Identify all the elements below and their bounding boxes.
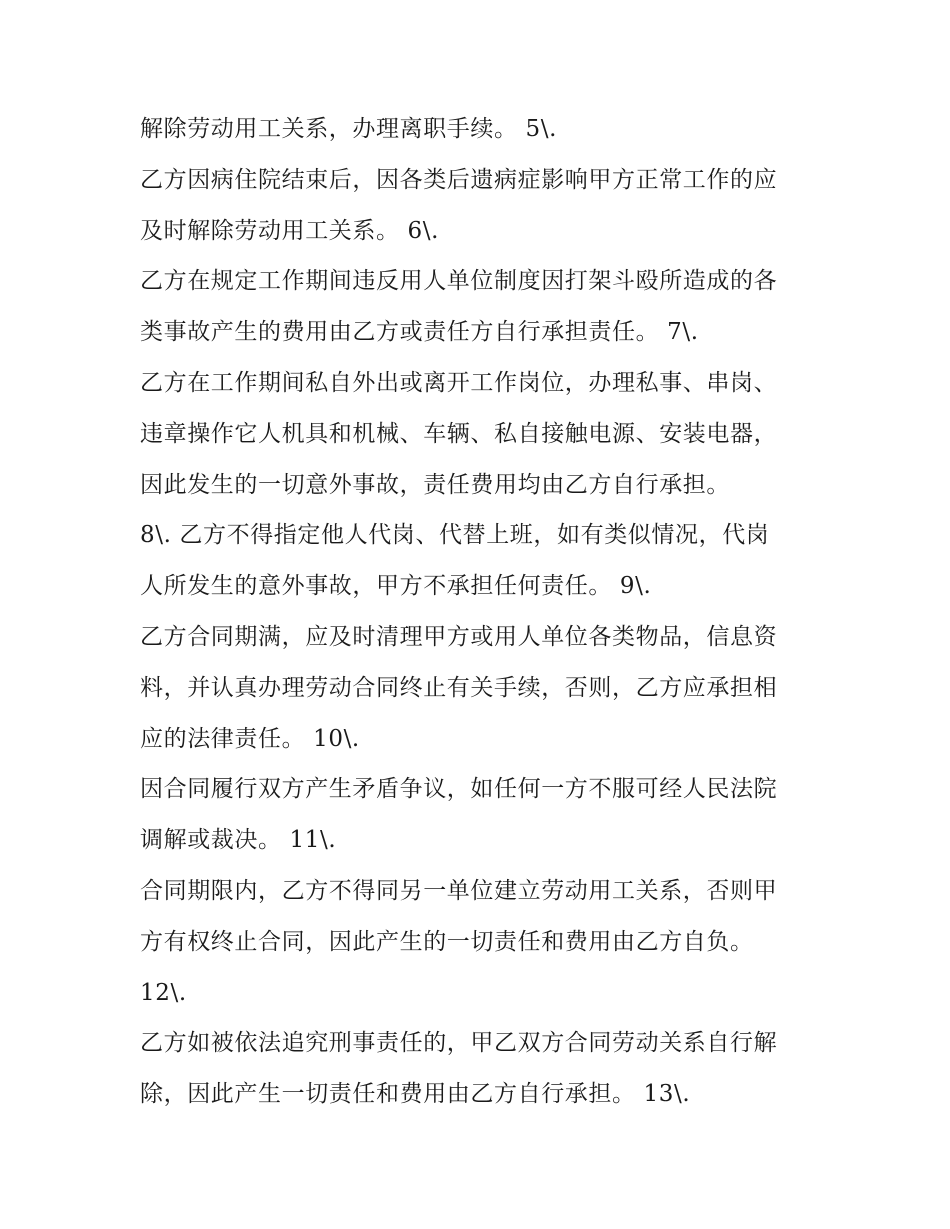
text-line: 类事故产生的费用由乙方或责任方自行承担责任。 7\. [140, 319, 699, 346]
text-line: 乙方在规定工作期间违反用人单位制度因打架斗殴所造成的各 [140, 268, 778, 295]
text-line: 因此发生的一切意外事故，责任费用均由乙方自行承担。 [140, 471, 730, 498]
text-line: 应的法律责任。 10\. [140, 725, 360, 752]
text-line: 乙方如被依法追究刑事责任的，甲乙双方合同劳动关系自行解 [140, 1030, 778, 1057]
text-line: 合同期限内，乙方不得同另一单位建立劳动用工关系，否则甲 [140, 877, 778, 904]
text-line: 解除劳动用工关系，办理离职手续。 5\. [140, 116, 558, 142]
text-line: 因合同履行双方产生矛盾争议，如任何一方不服可经人民法院 [140, 776, 778, 803]
text-line: 12\. [140, 979, 187, 1006]
text-line: 违章操作它人机具和机械、车辆、私自接触电源、安装电器， [140, 420, 778, 447]
text-line: 8\. 乙方不得指定他人代岗、代替上班，如有类似情况，代岗 [140, 522, 770, 549]
text-line: 乙方合同期满，应及时清理甲方或用人单位各类物品，信息资 [140, 623, 778, 650]
text-line: 料，并认真办理劳动合同终止有关手续，否则，乙方应承担相 [140, 674, 778, 701]
text-line: 方有权终止合同，因此产生的一切责任和费用由乙方自负。 [140, 928, 754, 955]
text-line: 乙方因病住院结束后，因各类后遗病症影响甲方正常工作的应 [140, 166, 778, 193]
document-body [140, 104, 820, 1120]
text-line: 乙方在工作期间私自外出或离开工作岗位，办理私事、串岗、 [140, 369, 778, 396]
text-line: 及时解除劳动用工关系。 6\. [140, 217, 440, 244]
text-line: 调解或裁决。 11\. [140, 827, 337, 854]
text-line: 人所发生的意外事故，甲方不承担任何责任。 9\. [140, 573, 652, 600]
text-line: 除，因此产生一切责任和费用由乙方自行承担。 13\. [140, 1081, 691, 1108]
